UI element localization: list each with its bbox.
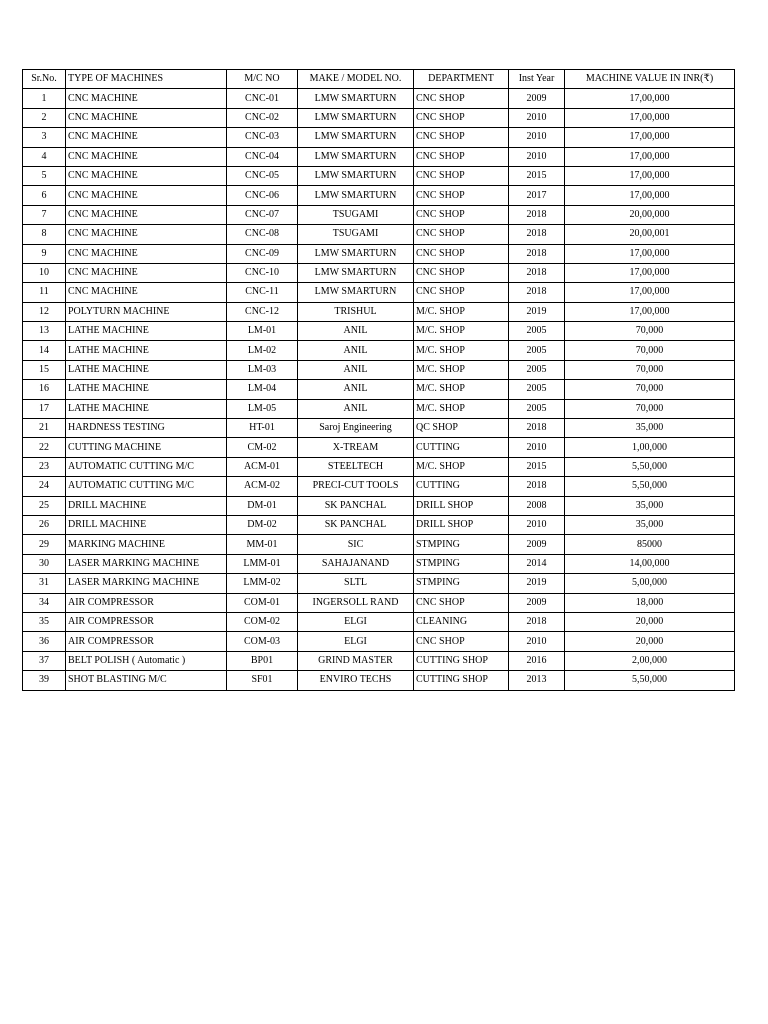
cell-department: QC SHOP xyxy=(414,419,509,438)
cell-make-model: ANIL xyxy=(298,399,414,418)
cell-inst-year: 2005 xyxy=(509,360,565,379)
cell-machine-type: CUTTING MACHINE xyxy=(66,438,227,457)
cell-machine-type: AIR COMPRESSOR xyxy=(66,593,227,612)
cell-make-model: GRIND MASTER xyxy=(298,651,414,670)
table-row xyxy=(23,128,735,147)
cell-machine-value: 35,000 xyxy=(565,515,735,534)
cell-department: CNC SHOP xyxy=(414,166,509,185)
cell-make-model: TRISHUL xyxy=(298,302,414,321)
table-row xyxy=(23,89,735,108)
table-row xyxy=(23,477,735,496)
cell-make-model: LMW SMARTURN xyxy=(298,283,414,302)
cell-make-model: X-TREAM xyxy=(298,438,414,457)
cell-sr-no: 21 xyxy=(23,419,66,438)
cell-machine-value: 70,000 xyxy=(565,399,735,418)
cell-machine-value: 70,000 xyxy=(565,341,735,360)
cell-make-model: PRECI-CUT TOOLS xyxy=(298,477,414,496)
cell-machine-type: AIR COMPRESSOR xyxy=(66,632,227,651)
cell-inst-year: 2015 xyxy=(509,166,565,185)
cell-inst-year: 2009 xyxy=(509,593,565,612)
cell-mc-no: LM-02 xyxy=(227,341,298,360)
header-machine-type: TYPE OF MACHINES xyxy=(66,70,227,89)
cell-department: M/C. SHOP xyxy=(414,341,509,360)
cell-sr-no: 5 xyxy=(23,166,66,185)
cell-machine-type: AUTOMATIC CUTTING M/C xyxy=(66,477,227,496)
cell-department: CNC SHOP xyxy=(414,632,509,651)
cell-machine-value: 17,00,000 xyxy=(565,244,735,263)
cell-sr-no: 15 xyxy=(23,360,66,379)
table-row xyxy=(23,322,735,341)
table-row xyxy=(23,438,735,457)
cell-mc-no: CNC-12 xyxy=(227,302,298,321)
cell-department: CNC SHOP xyxy=(414,147,509,166)
cell-machine-value: 17,00,000 xyxy=(565,108,735,127)
cell-department: DRILL SHOP xyxy=(414,515,509,534)
cell-mc-no: MM-01 xyxy=(227,535,298,554)
cell-department: CUTTING SHOP xyxy=(414,671,509,690)
cell-make-model: LMW SMARTURN xyxy=(298,263,414,282)
cell-machine-value: 18,000 xyxy=(565,593,735,612)
table-row xyxy=(23,205,735,224)
cell-mc-no: HT-01 xyxy=(227,419,298,438)
cell-sr-no: 22 xyxy=(23,438,66,457)
cell-machine-value: 17,00,000 xyxy=(565,147,735,166)
table-row xyxy=(23,244,735,263)
table-row xyxy=(23,535,735,554)
table-row xyxy=(23,360,735,379)
cell-department: CNC SHOP xyxy=(414,128,509,147)
cell-machine-value: 17,00,000 xyxy=(565,186,735,205)
cell-department: STMPING xyxy=(414,535,509,554)
machine-table xyxy=(22,69,735,691)
table-row xyxy=(23,496,735,515)
header-machine-value: MACHINE VALUE IN INR(₹) xyxy=(565,70,735,89)
cell-sr-no: 13 xyxy=(23,322,66,341)
cell-machine-value: 70,000 xyxy=(565,380,735,399)
cell-make-model: TSUGAMI xyxy=(298,225,414,244)
cell-inst-year: 2018 xyxy=(509,244,565,263)
table-row xyxy=(23,554,735,573)
cell-machine-type: CNC MACHINE xyxy=(66,205,227,224)
cell-make-model: ELGI xyxy=(298,632,414,651)
cell-mc-no: CM-02 xyxy=(227,438,298,457)
cell-department: M/C. SHOP xyxy=(414,302,509,321)
cell-sr-no: 25 xyxy=(23,496,66,515)
table-row xyxy=(23,283,735,302)
cell-make-model: LMW SMARTURN xyxy=(298,89,414,108)
cell-mc-no: CNC-09 xyxy=(227,244,298,263)
cell-mc-no: COM-02 xyxy=(227,612,298,631)
cell-make-model: LMW SMARTURN xyxy=(298,244,414,263)
cell-mc-no: CNC-06 xyxy=(227,186,298,205)
cell-machine-type: CNC MACHINE xyxy=(66,225,227,244)
cell-machine-type: CNC MACHINE xyxy=(66,128,227,147)
table-row xyxy=(23,419,735,438)
cell-sr-no: 26 xyxy=(23,515,66,534)
table-row xyxy=(23,632,735,651)
cell-department: CNC SHOP xyxy=(414,89,509,108)
cell-machine-type: LASER MARKING MACHINE xyxy=(66,574,227,593)
cell-department: CNC SHOP xyxy=(414,108,509,127)
cell-inst-year: 2010 xyxy=(509,632,565,651)
cell-mc-no: BP01 xyxy=(227,651,298,670)
cell-inst-year: 2018 xyxy=(509,612,565,631)
cell-machine-type: DRILL MACHINE xyxy=(66,496,227,515)
cell-machine-value: 17,00,000 xyxy=(565,128,735,147)
cell-mc-no: ACM-01 xyxy=(227,457,298,476)
cell-make-model: LMW SMARTURN xyxy=(298,147,414,166)
cell-machine-value: 70,000 xyxy=(565,360,735,379)
cell-machine-type: CNC MACHINE xyxy=(66,89,227,108)
cell-machine-type: CNC MACHINE xyxy=(66,166,227,185)
cell-department: M/C. SHOP xyxy=(414,322,509,341)
cell-machine-value: 17,00,000 xyxy=(565,263,735,282)
cell-machine-value: 17,00,000 xyxy=(565,302,735,321)
table-body xyxy=(23,89,735,690)
cell-inst-year: 2009 xyxy=(509,89,565,108)
cell-inst-year: 2019 xyxy=(509,302,565,321)
cell-inst-year: 2010 xyxy=(509,515,565,534)
cell-sr-no: 29 xyxy=(23,535,66,554)
cell-mc-no: CNC-01 xyxy=(227,89,298,108)
cell-sr-no: 14 xyxy=(23,341,66,360)
cell-sr-no: 16 xyxy=(23,380,66,399)
cell-machine-type: LATHE MACHINE xyxy=(66,380,227,399)
cell-make-model: LMW SMARTURN xyxy=(298,108,414,127)
cell-inst-year: 2015 xyxy=(509,457,565,476)
cell-sr-no: 17 xyxy=(23,399,66,418)
cell-inst-year: 2018 xyxy=(509,263,565,282)
table-row xyxy=(23,593,735,612)
cell-machine-value: 20,000 xyxy=(565,612,735,631)
cell-sr-no: 2 xyxy=(23,108,66,127)
cell-mc-no: CNC-05 xyxy=(227,166,298,185)
cell-mc-no: CNC-11 xyxy=(227,283,298,302)
cell-department: STMPING xyxy=(414,574,509,593)
cell-inst-year: 2010 xyxy=(509,438,565,457)
cell-machine-value: 5,00,000 xyxy=(565,574,735,593)
cell-machine-value: 20,00,001 xyxy=(565,225,735,244)
cell-machine-type: CNC MACHINE xyxy=(66,147,227,166)
cell-sr-no: 23 xyxy=(23,457,66,476)
table-row xyxy=(23,612,735,631)
cell-sr-no: 8 xyxy=(23,225,66,244)
table-row xyxy=(23,225,735,244)
cell-inst-year: 2018 xyxy=(509,419,565,438)
table-row xyxy=(23,108,735,127)
table-row xyxy=(23,263,735,282)
cell-department: CNC SHOP xyxy=(414,283,509,302)
cell-sr-no: 11 xyxy=(23,283,66,302)
cell-mc-no: CNC-03 xyxy=(227,128,298,147)
cell-machine-value: 2,00,000 xyxy=(565,651,735,670)
cell-mc-no: COM-03 xyxy=(227,632,298,651)
cell-make-model: STEELTECH xyxy=(298,457,414,476)
table-row xyxy=(23,166,735,185)
cell-inst-year: 2010 xyxy=(509,108,565,127)
cell-department: M/C. SHOP xyxy=(414,399,509,418)
cell-department: CUTTING xyxy=(414,477,509,496)
table-row xyxy=(23,341,735,360)
cell-department: CNC SHOP xyxy=(414,593,509,612)
cell-sr-no: 12 xyxy=(23,302,66,321)
cell-inst-year: 2005 xyxy=(509,380,565,399)
table-row xyxy=(23,671,735,690)
cell-inst-year: 2018 xyxy=(509,225,565,244)
cell-inst-year: 2005 xyxy=(509,341,565,360)
machine-list-sheet xyxy=(22,69,735,691)
cell-department: M/C. SHOP xyxy=(414,360,509,379)
cell-make-model: SIC xyxy=(298,535,414,554)
cell-sr-no: 6 xyxy=(23,186,66,205)
cell-department: M/C. SHOP xyxy=(414,457,509,476)
table-row xyxy=(23,147,735,166)
cell-machine-value: 5,50,000 xyxy=(565,671,735,690)
cell-department: CNC SHOP xyxy=(414,186,509,205)
cell-make-model: LMW SMARTURN xyxy=(298,186,414,205)
cell-inst-year: 2010 xyxy=(509,147,565,166)
cell-department: STMPING xyxy=(414,554,509,573)
header-department: DEPARTMENT xyxy=(414,70,509,89)
cell-mc-no: COM-01 xyxy=(227,593,298,612)
header-row xyxy=(23,70,735,89)
cell-make-model: SK PANCHAL xyxy=(298,496,414,515)
cell-inst-year: 2018 xyxy=(509,283,565,302)
cell-machine-type: LATHE MACHINE xyxy=(66,360,227,379)
table-row xyxy=(23,186,735,205)
cell-machine-type: CNC MACHINE xyxy=(66,244,227,263)
cell-department: CNC SHOP xyxy=(414,205,509,224)
cell-machine-value: 14,00,000 xyxy=(565,554,735,573)
cell-mc-no: LM-03 xyxy=(227,360,298,379)
cell-mc-no: SF01 xyxy=(227,671,298,690)
cell-machine-type: MARKING MACHINE xyxy=(66,535,227,554)
cell-mc-no: CNC-08 xyxy=(227,225,298,244)
cell-sr-no: 30 xyxy=(23,554,66,573)
cell-sr-no: 4 xyxy=(23,147,66,166)
cell-machine-type: CNC MACHINE xyxy=(66,186,227,205)
cell-make-model: SAHAJANAND xyxy=(298,554,414,573)
cell-inst-year: 2005 xyxy=(509,322,565,341)
cell-machine-type: CNC MACHINE xyxy=(66,283,227,302)
cell-mc-no: ACM-02 xyxy=(227,477,298,496)
cell-mc-no: DM-02 xyxy=(227,515,298,534)
cell-inst-year: 2018 xyxy=(509,205,565,224)
cell-machine-type: AUTOMATIC CUTTING M/C xyxy=(66,457,227,476)
header-make-model: MAKE / MODEL NO. xyxy=(298,70,414,89)
cell-mc-no: LM-04 xyxy=(227,380,298,399)
cell-mc-no: CNC-02 xyxy=(227,108,298,127)
cell-inst-year: 2013 xyxy=(509,671,565,690)
cell-inst-year: 2017 xyxy=(509,186,565,205)
cell-machine-type: AIR COMPRESSOR xyxy=(66,612,227,631)
cell-sr-no: 37 xyxy=(23,651,66,670)
cell-inst-year: 2014 xyxy=(509,554,565,573)
cell-mc-no: LM-05 xyxy=(227,399,298,418)
cell-machine-value: 35,000 xyxy=(565,419,735,438)
cell-make-model: ANIL xyxy=(298,341,414,360)
cell-mc-no: LMM-01 xyxy=(227,554,298,573)
cell-inst-year: 2018 xyxy=(509,477,565,496)
cell-sr-no: 39 xyxy=(23,671,66,690)
cell-inst-year: 2016 xyxy=(509,651,565,670)
cell-machine-value: 20,000 xyxy=(565,632,735,651)
cell-make-model: Saroj Engineering xyxy=(298,419,414,438)
cell-machine-value: 17,00,000 xyxy=(565,283,735,302)
cell-make-model: INGERSOLL RAND xyxy=(298,593,414,612)
cell-department: M/C. SHOP xyxy=(414,380,509,399)
cell-make-model: ENVIRO TECHS xyxy=(298,671,414,690)
cell-inst-year: 2019 xyxy=(509,574,565,593)
cell-department: CNC SHOP xyxy=(414,225,509,244)
cell-department: CLEANING xyxy=(414,612,509,631)
cell-machine-value: 70,000 xyxy=(565,322,735,341)
table-row xyxy=(23,457,735,476)
cell-department: DRILL SHOP xyxy=(414,496,509,515)
cell-machine-type: LATHE MACHINE xyxy=(66,399,227,418)
cell-mc-no: CNC-10 xyxy=(227,263,298,282)
cell-machine-value: 35,000 xyxy=(565,496,735,515)
cell-machine-type: LASER MARKING MACHINE xyxy=(66,554,227,573)
cell-sr-no: 3 xyxy=(23,128,66,147)
cell-make-model: ELGI xyxy=(298,612,414,631)
cell-make-model: SK PANCHAL xyxy=(298,515,414,534)
cell-mc-no: CNC-04 xyxy=(227,147,298,166)
cell-machine-type: LATHE MACHINE xyxy=(66,322,227,341)
cell-sr-no: 24 xyxy=(23,477,66,496)
cell-sr-no: 9 xyxy=(23,244,66,263)
cell-machine-value: 17,00,000 xyxy=(565,89,735,108)
table-row xyxy=(23,380,735,399)
cell-inst-year: 2005 xyxy=(509,399,565,418)
cell-department: CUTTING xyxy=(414,438,509,457)
cell-make-model: SLTL xyxy=(298,574,414,593)
table-row xyxy=(23,399,735,418)
cell-department: CUTTING SHOP xyxy=(414,651,509,670)
cell-inst-year: 2010 xyxy=(509,128,565,147)
cell-mc-no: CNC-07 xyxy=(227,205,298,224)
cell-machine-type: DRILL MACHINE xyxy=(66,515,227,534)
cell-sr-no: 36 xyxy=(23,632,66,651)
cell-mc-no: DM-01 xyxy=(227,496,298,515)
table-row xyxy=(23,302,735,321)
cell-machine-type: HARDNESS TESTING xyxy=(66,419,227,438)
cell-make-model: TSUGAMI xyxy=(298,205,414,224)
cell-machine-type: CNC MACHINE xyxy=(66,108,227,127)
cell-sr-no: 34 xyxy=(23,593,66,612)
cell-machine-type: LATHE MACHINE xyxy=(66,341,227,360)
cell-sr-no: 1 xyxy=(23,89,66,108)
cell-sr-no: 7 xyxy=(23,205,66,224)
cell-machine-type: POLYTURN MACHINE xyxy=(66,302,227,321)
cell-machine-type: CNC MACHINE xyxy=(66,263,227,282)
cell-mc-no: LMM-02 xyxy=(227,574,298,593)
header-mc-no: M/C NO xyxy=(227,70,298,89)
cell-machine-type: BELT POLISH ( Automatic ) xyxy=(66,651,227,670)
cell-machine-value: 17,00,000 xyxy=(565,166,735,185)
header-sr-no: Sr.No. xyxy=(23,70,66,89)
cell-sr-no: 10 xyxy=(23,263,66,282)
cell-inst-year: 2009 xyxy=(509,535,565,554)
cell-make-model: ANIL xyxy=(298,322,414,341)
cell-make-model: LMW SMARTURN xyxy=(298,128,414,147)
cell-sr-no: 35 xyxy=(23,612,66,631)
cell-sr-no: 31 xyxy=(23,574,66,593)
cell-make-model: ANIL xyxy=(298,360,414,379)
cell-department: CNC SHOP xyxy=(414,263,509,282)
cell-machine-value: 5,50,000 xyxy=(565,477,735,496)
cell-machine-value: 5,50,000 xyxy=(565,457,735,476)
cell-inst-year: 2008 xyxy=(509,496,565,515)
cell-department: CNC SHOP xyxy=(414,244,509,263)
table-row xyxy=(23,651,735,670)
cell-machine-value: 20,00,000 xyxy=(565,205,735,224)
table-row xyxy=(23,574,735,593)
cell-make-model: ANIL xyxy=(298,380,414,399)
cell-make-model: LMW SMARTURN xyxy=(298,166,414,185)
cell-machine-value: 1,00,000 xyxy=(565,438,735,457)
table-row xyxy=(23,515,735,534)
header-inst-year: Inst Year xyxy=(509,70,565,89)
cell-machine-type: SHOT BLASTING M/C xyxy=(66,671,227,690)
cell-mc-no: LM-01 xyxy=(227,322,298,341)
cell-machine-value: 85000 xyxy=(565,535,735,554)
